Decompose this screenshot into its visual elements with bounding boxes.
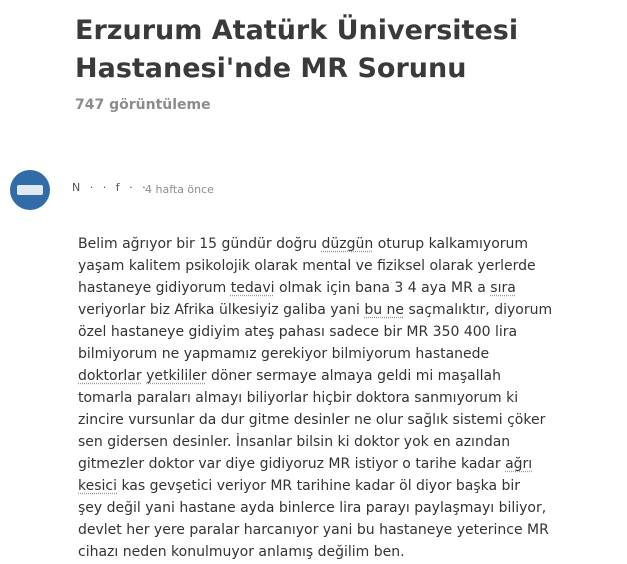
- answer-text-segment: kas gevşetici veriyor MR tarihine kadar öl diyor başka bir: [117, 478, 521, 494]
- answer-line: [78, 453, 598, 475]
- answer-text-segment: olmak için bana 3 4 aya MR a: [274, 280, 491, 296]
- dictionary-link[interactable]: doktorlar: [78, 368, 142, 384]
- dictionary-link[interactable]: bu ne: [364, 302, 405, 318]
- answer-line: [78, 255, 598, 277]
- answer-text-segment: sen gidersen desinler. İnsanlar bilsin ki doktor yok en azından: [78, 434, 511, 450]
- answer-line: [78, 299, 598, 321]
- answer-text-segment: hastaneye gidiyorum: [78, 280, 231, 296]
- answer-line: [78, 541, 598, 563]
- answer-line: [78, 365, 598, 387]
- answer-line: [78, 343, 598, 365]
- dictionary-link[interactable]: düzgün: [321, 236, 374, 252]
- answer-text-segment: saçmalıktır, diyorum: [404, 302, 553, 318]
- answer-line: [78, 387, 598, 409]
- answer-text: [78, 233, 598, 563]
- answer-line: [78, 519, 598, 541]
- answer-line: [78, 321, 598, 343]
- dictionary-link[interactable]: tedavi: [230, 280, 275, 296]
- dictionary-link[interactable]: ağrı: [505, 456, 533, 472]
- answer-text-segment: şey değil yani hastane ayda binlerce lira parayı paylaşmayı biliyor,: [78, 500, 547, 516]
- answer-line: [78, 409, 598, 431]
- answer-text-segment: yaşam kalitem psikolojik olarak mental ve fiziksel olarak yerlerde: [78, 258, 536, 274]
- avatar[interactable]: [10, 170, 50, 210]
- answer-line: [78, 475, 598, 497]
- answer-text-segment: gitmezler doktor var diye gidiyoruz MR istiyor o tarihe kadar: [78, 456, 506, 472]
- author-name[interactable]: N · · f · ·: [72, 181, 149, 194]
- answer-text-segment: oturup kalkamıyorum: [373, 236, 529, 252]
- dictionary-link[interactable]: sıra: [490, 280, 516, 296]
- dictionary-link[interactable]: yetkililer: [146, 368, 207, 384]
- dictionary-link[interactable]: kesici: [78, 478, 117, 494]
- avatar-image: [17, 185, 43, 195]
- view-count: 747 görüntüleme: [75, 97, 211, 113]
- post-timestamp: 4 hafta önce: [145, 183, 214, 196]
- question-title: Erzurum Atatürk Üniversitesi Hastanesi'nde MR Sorunu: [75, 15, 519, 84]
- answer-text-segment: veriyorlar biz Afrika ülkesiyiz galiba yani: [78, 302, 365, 318]
- answer-text-segment: döner sermaye almaya geldi mi maşallah: [206, 368, 501, 384]
- answer-text-segment: zincire vursunlar da dur gitme desinler ne olur sağlık sistemi çöker: [78, 412, 546, 428]
- answer-line: [78, 277, 598, 299]
- answer-line: [78, 497, 598, 519]
- answer-text-segment: cihazı neden konulmuyor anlamış değilim ben.: [78, 544, 405, 560]
- answer-text-segment: tomarla paraları almayı biliyorlar hiçbir doktora sanmıyorum ki: [78, 390, 519, 406]
- answer-text-segment: devlet her yere paralar harcanıyor yani bu hastaneye yeterince MR: [78, 522, 549, 538]
- answer-text-segment: Belim ağrıyor bir 15 gündür doğru: [78, 236, 322, 252]
- answer-text-segment: özel hastaneye gidiyim ateş pahası sadece bir MR 350 400 lira: [78, 324, 518, 340]
- answer-text-segment: bilmiyorum ne yapmamız gerekiyor bilmiyorum hastanede: [78, 346, 490, 362]
- answer-line: [78, 233, 598, 255]
- answer-line: [78, 431, 598, 453]
